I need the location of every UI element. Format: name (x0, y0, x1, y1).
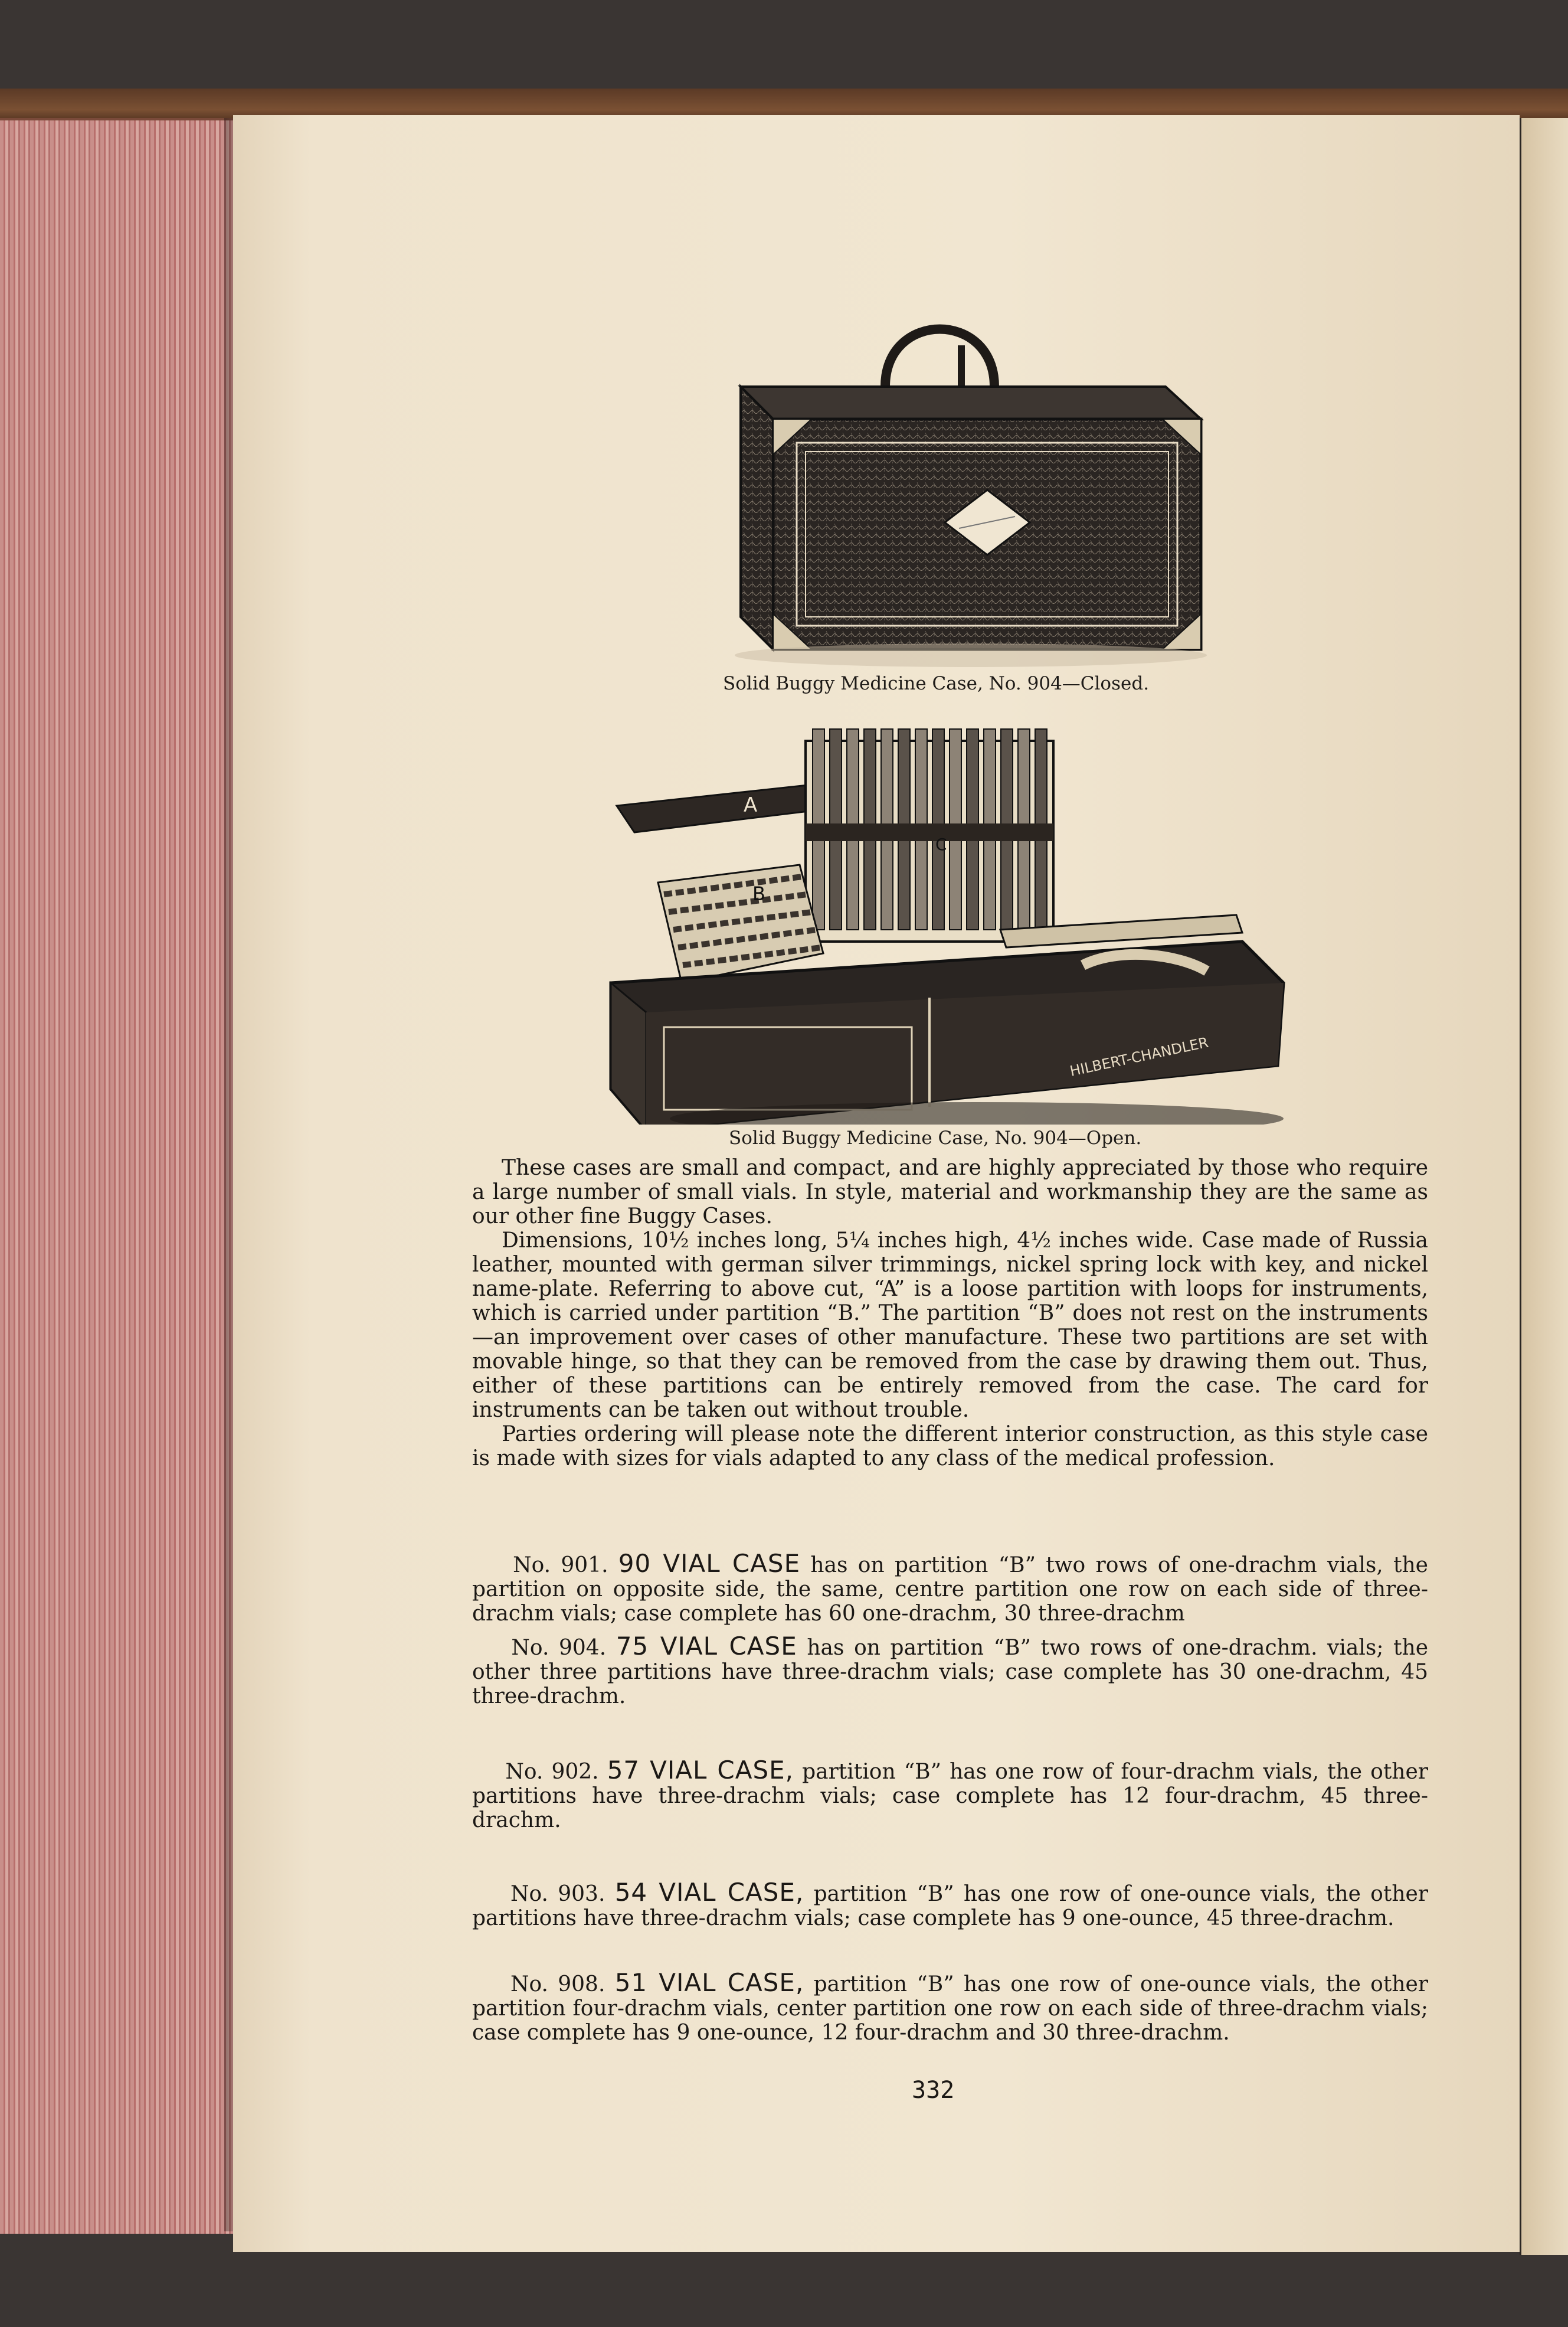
page-number: 332 (912, 2077, 955, 2104)
catalog-item (472, 1551, 1428, 1626)
figure-caption-open: Solid Buggy Medicine Case, No. 904—Open. (729, 1127, 1142, 1149)
maker-mark: HILBERT-CHANDLER (1068, 1034, 1210, 1080)
catalog-item (472, 1634, 1428, 1708)
book-page-edges (0, 118, 236, 2234)
item-title: 90 VIAL CASE (618, 1549, 801, 1578)
facing-page (1520, 118, 1568, 2255)
paragraph-ordering: Parties ordering will please note the different interior construction, as this style case is made with sizes for vials adapted to any class of the medical profession. (472, 1422, 1428, 1470)
item-description: has on partition “B” two rows of one-drachm. vials; the other three partitions have three-drachm vials; case complete has 30 one-drachm, 45 three-drachm. (472, 1636, 1429, 1708)
open-case-illustration (599, 705, 1325, 1125)
paragraph-intro: These cases are small and compact, and are highly appreciated by those who require a large number of small vials. In style, material and workmanship they are the same as our other fine Buggy Cases. (472, 1156, 1428, 1228)
partition-label-b: B (752, 883, 765, 905)
paragraph-dimensions: Dimensions, 10½ inches long, 5¼ inches high, 4½ inches wide. Case made of Russia leather, mounted with german silver trimmings, nickel spring lock with key, and nickel name-plate. Referring to above cut, “A” is a loose partition with loops for instruments, which is carried under partition “B.” The partition “B” does not rest on the instruments—an improvement over cases of other manufacture. These two partitions are set with movable hinge, so that they can be removed from the case by drawing them out. Thus, either of these partitions can be entirely removed from the case. The card for instruments can be taken out without trouble. (472, 1228, 1428, 1422)
partition-label-a: A (744, 793, 758, 817)
item-title: 57 VIAL CASE, (607, 1756, 794, 1785)
item-description: has on partition “B” two rows of one-drachm vials, the partition on opposite side, the same, centre partition one row on each side of three-drachm vials; case complete has 60 one-drachm, 30 three-drachm (472, 1553, 1428, 1626)
item-description: partition “B” has one row of one-ounce vials, the other partitions have three-drachm vials; case complete has 9 one-ounce, 45 three-drachm. (472, 1882, 1429, 1930)
catalog-item (472, 1880, 1428, 1930)
item-number: No. 908. (510, 1972, 605, 1996)
catalog-item (472, 1970, 1428, 2045)
body-text (472, 1156, 1428, 1470)
item-number: No. 902. (505, 1760, 599, 1784)
item-title: 54 VIAL CASE, (614, 1878, 804, 1907)
figure-caption-closed: Solid Buggy Medicine Case, No. 904—Closed. (723, 673, 1150, 694)
catalog-item (472, 1758, 1428, 1832)
item-title: 51 VIAL CASE, (614, 1968, 804, 1997)
item-description: partition “B” has one row of one-ounce vials, the other partition four-drachm vials, center partition one row on each side of three-drachm vials; case complete has 9 one-ounce, 12 four-drachm and 30 three-drachm. (472, 1972, 1429, 2045)
partition-label-c: C (935, 835, 947, 854)
item-title: 75 VIAL CASE (616, 1632, 797, 1661)
closed-case-illustration (717, 292, 1219, 670)
item-number: No. 903. (510, 1882, 605, 1906)
item-description: partition “B” has one row of four-drachm vials, the other partitions have three-drachm vials; case complete has 12 four-drachm, 45 three-drachm. (472, 1760, 1428, 1832)
item-number: No. 904. (511, 1636, 607, 1660)
item-number: No. 901. (513, 1553, 608, 1577)
